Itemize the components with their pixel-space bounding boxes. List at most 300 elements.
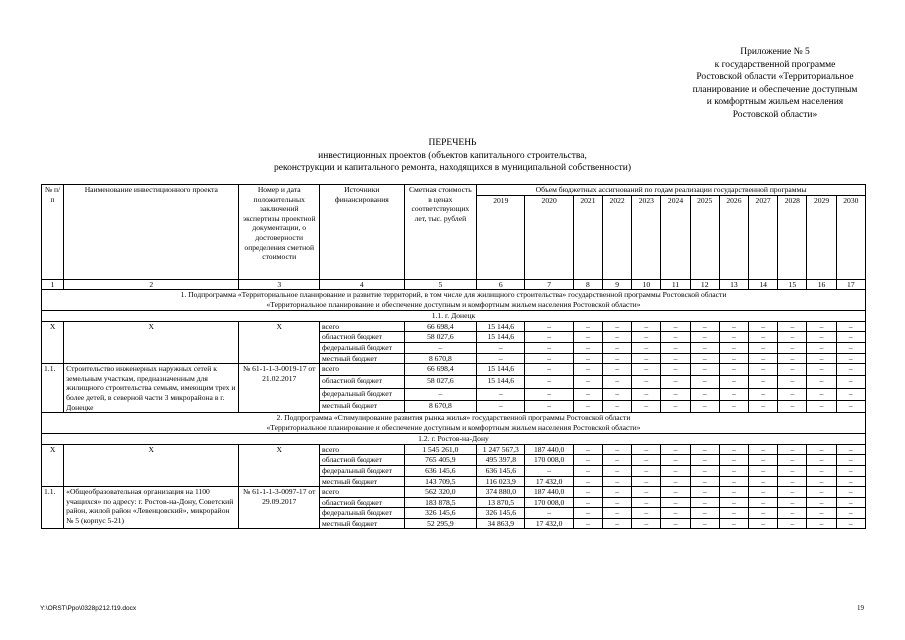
- cell-dash: –: [778, 476, 807, 487]
- cell-cost: 58 027,6: [404, 332, 477, 343]
- cell-dash: –: [836, 376, 865, 388]
- cell-dash: –: [778, 508, 807, 519]
- cell-2019: 326 145,6: [477, 508, 525, 519]
- cell-dash: –: [632, 321, 661, 332]
- cell-dash: –: [573, 455, 602, 466]
- col-number: 17: [836, 279, 865, 290]
- col-number: 5: [404, 279, 477, 290]
- cell-dash: –: [661, 455, 690, 466]
- cell-2020: 17 432,0: [525, 518, 573, 529]
- cell-num: 1.1.: [42, 487, 64, 529]
- cell-doc: Х: [239, 444, 320, 486]
- cell-dash: –: [603, 376, 632, 388]
- cell-dash: –: [749, 321, 778, 332]
- cell-2020: –: [525, 342, 573, 353]
- cell-num: Х: [42, 444, 64, 486]
- cell-dash: –: [778, 364, 807, 376]
- cell-dash: –: [749, 376, 778, 388]
- cell-2019: 374 880,0: [477, 487, 525, 498]
- cell-dash: –: [632, 455, 661, 466]
- cell-dash: –: [749, 518, 778, 529]
- section-title: [42, 413, 866, 434]
- cell-cost: –: [404, 342, 477, 353]
- cell-cost: 52 295,9: [404, 518, 477, 529]
- cell-dash: –: [807, 444, 836, 455]
- cell-source: местный бюджет: [320, 353, 405, 364]
- col-number: 12: [690, 279, 719, 290]
- cell-dash: –: [632, 487, 661, 498]
- cell-cost: 636 145,6: [404, 465, 477, 476]
- cell-2019: 495 397,8: [477, 455, 525, 466]
- table-row: [42, 321, 866, 332]
- cell-dash: –: [573, 518, 602, 529]
- cell-dash: –: [778, 487, 807, 498]
- cell-dash: –: [836, 342, 865, 353]
- cell-dash: –: [661, 508, 690, 519]
- cell-dash: –: [573, 376, 602, 388]
- cell-dash: –: [807, 321, 836, 332]
- cell-dash: –: [661, 332, 690, 343]
- years-group-header: Объем бюджетных ассигнований по годам реализации государственной программы: [477, 185, 866, 196]
- cell-dash: –: [573, 332, 602, 343]
- column-numbers-row: [42, 279, 866, 290]
- cell-dash: –: [719, 364, 748, 376]
- cell-dash: –: [836, 518, 865, 529]
- cell-source: областной бюджет: [320, 332, 405, 343]
- cell-dash: –: [807, 518, 836, 529]
- cell-dash: –: [807, 353, 836, 364]
- cell-dash: –: [661, 400, 690, 412]
- section-title-row: [42, 413, 866, 434]
- cell-source: областной бюджет: [320, 376, 405, 388]
- title-heading: ПЕРЕЧЕНЬ: [428, 138, 477, 148]
- cell-dash: –: [778, 400, 807, 412]
- header-row: [42, 185, 866, 196]
- cell-dash: –: [690, 487, 719, 498]
- appendix-line: Ростовской области»: [732, 109, 818, 120]
- cell-doc: № 61-1-1-3-0019-17 от 21.02.2017: [239, 364, 320, 413]
- cell-source: местный бюджет: [320, 476, 405, 487]
- col-cost-header: Сметная стоимость в ценах соответствующих лет, тыс. рублей: [404, 185, 477, 280]
- cell-dash: –: [632, 332, 661, 343]
- cell-source: областной бюджет: [320, 455, 405, 466]
- col-number: 4: [320, 279, 405, 290]
- cell-cost: 1 545 261,0: [404, 444, 477, 455]
- cell-dash: –: [603, 518, 632, 529]
- cell-cost: 66 698,4: [404, 321, 477, 332]
- cell-dash: –: [749, 353, 778, 364]
- cell-dash: –: [836, 465, 865, 476]
- cell-dash: –: [603, 321, 632, 332]
- cell-dash: –: [632, 376, 661, 388]
- year-header: 2026: [719, 195, 748, 279]
- cell-dash: –: [749, 476, 778, 487]
- cell-dash: –: [690, 400, 719, 412]
- cell-dash: –: [807, 497, 836, 508]
- cell-dash: –: [836, 321, 865, 332]
- cell-dash: –: [661, 465, 690, 476]
- cell-dash: –: [778, 497, 807, 508]
- cell-dash: –: [719, 465, 748, 476]
- cell-source: областной бюджет: [320, 497, 405, 508]
- cell-2020: 170 008,0: [525, 455, 573, 466]
- cell-dash: –: [719, 444, 748, 455]
- appendix-line: к государственной программе: [714, 59, 836, 70]
- file-path: Y:\ORST\Ppo\0328p212.f19.docx: [40, 605, 137, 612]
- cell-dash: –: [719, 508, 748, 519]
- cell-2019: 15 144,6: [477, 376, 525, 388]
- cell-dash: –: [719, 332, 748, 343]
- cell-2020: –: [525, 388, 573, 400]
- cell-dash: –: [749, 508, 778, 519]
- cell-dash: –: [690, 508, 719, 519]
- cell-dash: –: [603, 364, 632, 376]
- cell-dash: –: [603, 332, 632, 343]
- cell-dash: –: [573, 508, 602, 519]
- cell-source: всего: [320, 364, 405, 376]
- cell-dash: –: [632, 497, 661, 508]
- cell-dash: –: [719, 518, 748, 529]
- cell-dash: –: [749, 342, 778, 353]
- cell-source: федеральный бюджет: [320, 342, 405, 353]
- cell-source: федеральный бюджет: [320, 508, 405, 519]
- section-title-line: «Территориальное планирование и обеспечение доступным и комфортным жильем населения Ростовской области»: [266, 423, 641, 433]
- subsection-row: [42, 311, 866, 322]
- cell-source: всего: [320, 321, 405, 332]
- cell-dash: –: [690, 476, 719, 487]
- cell-dash: –: [719, 321, 748, 332]
- cell-dash: –: [807, 455, 836, 466]
- col-number: 14: [749, 279, 778, 290]
- col-number: 7: [525, 279, 573, 290]
- cell-dash: –: [836, 444, 865, 455]
- cell-dash: –: [690, 332, 719, 343]
- cell-dash: –: [690, 321, 719, 332]
- year-header: 2021: [573, 195, 602, 279]
- col-num-header: № п/п: [42, 185, 64, 280]
- cell-dash: –: [603, 476, 632, 487]
- cell-dash: –: [836, 476, 865, 487]
- cell-dash: –: [690, 364, 719, 376]
- cell-dash: –: [807, 332, 836, 343]
- cell-dash: –: [778, 353, 807, 364]
- page-number: 19: [857, 604, 864, 612]
- cell-dash: –: [778, 444, 807, 455]
- col-name-header: Наименование инвестиционного проекта: [64, 185, 239, 280]
- cell-dash: –: [690, 444, 719, 455]
- cell-dash: –: [778, 455, 807, 466]
- year-header: 2022: [603, 195, 632, 279]
- cell-dash: –: [632, 444, 661, 455]
- cell-2019: 636 145,6: [477, 465, 525, 476]
- cell-dash: –: [807, 476, 836, 487]
- cell-dash: –: [690, 497, 719, 508]
- cell-dash: –: [778, 376, 807, 388]
- cell-num: Х: [42, 321, 64, 363]
- cell-dash: –: [632, 342, 661, 353]
- cell-source: местный бюджет: [320, 400, 405, 412]
- cell-dash: –: [661, 342, 690, 353]
- cell-cost: 66 698,4: [404, 364, 477, 376]
- cell-dash: –: [690, 376, 719, 388]
- cell-cost: 562 320,0: [404, 487, 477, 498]
- cell-2020: 170 008,0: [525, 497, 573, 508]
- col-number: 9: [603, 279, 632, 290]
- cell-dash: –: [690, 388, 719, 400]
- cell-dash: –: [719, 342, 748, 353]
- col-number: 8: [573, 279, 602, 290]
- cell-dash: –: [719, 388, 748, 400]
- table-row: [42, 487, 866, 498]
- year-header: 2028: [778, 195, 807, 279]
- cell-dash: –: [778, 388, 807, 400]
- cell-2019: –: [477, 342, 525, 353]
- cell-dash: –: [719, 376, 748, 388]
- cell-dash: –: [719, 455, 748, 466]
- cell-dash: –: [603, 455, 632, 466]
- cell-dash: –: [603, 508, 632, 519]
- year-header: 2024: [661, 195, 690, 279]
- cell-dash: –: [836, 364, 865, 376]
- cell-dash: –: [573, 487, 602, 498]
- subsection-row: [42, 434, 866, 445]
- year-header: 2020: [525, 195, 573, 279]
- cell-dash: –: [719, 353, 748, 364]
- cell-dash: –: [632, 400, 661, 412]
- cell-dash: –: [573, 388, 602, 400]
- cell-project-name: Х: [64, 444, 239, 486]
- col-number: 6: [477, 279, 525, 290]
- cell-dash: –: [807, 388, 836, 400]
- cell-2019: 1 247 567,3: [477, 444, 525, 455]
- cell-dash: –: [690, 465, 719, 476]
- section-title-line: 1. Подпрограмма «Территориальное планирование и развитие территорий, в том числе для жилищного строительства» государственной программы Ростовской области: [180, 290, 727, 300]
- cell-cost: 326 145,6: [404, 508, 477, 519]
- cell-dash: –: [573, 444, 602, 455]
- cell-2019: 116 023,9: [477, 476, 525, 487]
- cell-dash: –: [807, 508, 836, 519]
- col-doc-header: Номер и дата положительных заключений экспертизы проектной документации, о достоверности определения сметной стоимости: [239, 185, 320, 280]
- cell-2020: 187 440,0: [525, 444, 573, 455]
- cell-2019: –: [477, 388, 525, 400]
- cell-2020: –: [525, 400, 573, 412]
- cell-dash: –: [573, 353, 602, 364]
- cell-2019: 13 870,5: [477, 497, 525, 508]
- cell-dash: –: [749, 388, 778, 400]
- section-title-line: 2. Подпрограмма «Стимулирование развития рынка жилья» государственной программы Ростовской области: [276, 413, 631, 423]
- appendix-line: планирование и обеспечение доступным: [692, 84, 858, 95]
- cell-2019: –: [477, 353, 525, 364]
- cell-dash: –: [836, 497, 865, 508]
- cell-cost: 765 405,9: [404, 455, 477, 466]
- cell-dash: –: [632, 388, 661, 400]
- cell-dash: –: [573, 342, 602, 353]
- cell-dash: –: [661, 321, 690, 332]
- cell-cost: 8 670,8: [404, 353, 477, 364]
- cell-dash: –: [836, 455, 865, 466]
- cell-dash: –: [836, 353, 865, 364]
- cell-dash: –: [749, 487, 778, 498]
- cell-dash: –: [573, 321, 602, 332]
- cell-source: федеральный бюджет: [320, 388, 405, 400]
- subsection-title: 1.2. г. Ростов-на-Дону: [42, 434, 866, 445]
- cell-dash: –: [749, 400, 778, 412]
- cell-2020: –: [525, 321, 573, 332]
- cell-dash: –: [632, 353, 661, 364]
- cell-dash: –: [603, 487, 632, 498]
- col-sources-header: Источники финансирования: [320, 185, 405, 280]
- cell-cost: 143 709,5: [404, 476, 477, 487]
- section-title-line: «Территориальное планирование и обеспечение доступным и комфортным жильем населения Ростовской области»: [266, 300, 641, 310]
- cell-dash: –: [836, 487, 865, 498]
- cell-dash: –: [603, 342, 632, 353]
- cell-dash: –: [603, 497, 632, 508]
- cell-dash: –: [807, 342, 836, 353]
- cell-2020: –: [525, 364, 573, 376]
- cell-dash: –: [632, 364, 661, 376]
- cell-dash: –: [661, 487, 690, 498]
- cell-dash: –: [690, 353, 719, 364]
- subsection-title: 1.1. г. Донецк: [42, 311, 866, 322]
- cell-2020: 17 432,0: [525, 476, 573, 487]
- cell-2019: 15 144,6: [477, 332, 525, 343]
- cell-dash: –: [661, 476, 690, 487]
- year-header: 2030: [836, 195, 865, 279]
- cell-dash: –: [573, 476, 602, 487]
- cell-dash: –: [807, 487, 836, 498]
- cell-2019: 34 863,9: [477, 518, 525, 529]
- cell-dash: –: [632, 465, 661, 476]
- cell-num: 1.1.: [42, 364, 64, 413]
- col-number: 1: [42, 279, 64, 290]
- cell-dash: –: [719, 400, 748, 412]
- cell-dash: –: [749, 455, 778, 466]
- appendix-line: Ростовской области «Территориальное: [696, 72, 854, 82]
- cell-dash: –: [749, 465, 778, 476]
- section-title-row: [42, 290, 866, 311]
- cell-dash: –: [603, 353, 632, 364]
- cell-dash: –: [661, 444, 690, 455]
- col-number: 2: [64, 279, 239, 290]
- col-number: 13: [719, 279, 748, 290]
- appendix-line: и комфортным жильем населения: [706, 97, 844, 107]
- cell-dash: –: [603, 388, 632, 400]
- cell-project-name: Строительство инженерных наружных сетей к земельным участкам, предназначенным для жилищного строительства семьям, имеющим трех и более детей, в северной части 3 микрорайона в г. Донецке: [64, 364, 239, 413]
- cell-dash: –: [719, 487, 748, 498]
- year-header: 2027: [749, 195, 778, 279]
- cell-dash: –: [632, 518, 661, 529]
- cell-2019: 15 144,6: [477, 321, 525, 332]
- title-line: инвестиционных проектов (объектов капитального строительства,: [318, 150, 587, 161]
- cell-dash: –: [690, 455, 719, 466]
- cell-project-name: Х: [64, 321, 239, 363]
- cell-dash: –: [749, 364, 778, 376]
- cell-cost: –: [404, 388, 477, 400]
- col-number: 10: [632, 279, 661, 290]
- year-header: 2025: [690, 195, 719, 279]
- cell-2020: 187 440,0: [525, 487, 573, 498]
- cell-dash: –: [661, 364, 690, 376]
- cell-source: местный бюджет: [320, 518, 405, 529]
- title-line: реконструкции и капитального ремонта, находящихся в муниципальной собственности): [273, 163, 632, 173]
- cell-dash: –: [778, 465, 807, 476]
- cell-2019: 15 144,6: [477, 364, 525, 376]
- cell-2020: –: [525, 465, 573, 476]
- col-number: 16: [807, 279, 836, 290]
- cell-dash: –: [836, 400, 865, 412]
- cell-source: федеральный бюджет: [320, 465, 405, 476]
- cell-dash: –: [690, 518, 719, 529]
- table-row: [42, 364, 866, 376]
- cell-2020: –: [525, 332, 573, 343]
- cell-doc: № 61-1-1-3-0097-17 от 29.09.2017: [239, 487, 320, 529]
- cell-dash: –: [807, 364, 836, 376]
- cell-dash: –: [836, 388, 865, 400]
- cell-dash: –: [632, 508, 661, 519]
- cell-2020: –: [525, 508, 573, 519]
- year-header: 2029: [807, 195, 836, 279]
- cell-dash: –: [573, 364, 602, 376]
- cell-dash: –: [573, 465, 602, 476]
- appendix-header: [640, 46, 905, 121]
- cell-dash: –: [778, 518, 807, 529]
- cell-dash: –: [719, 476, 748, 487]
- cell-2019: –: [477, 400, 525, 412]
- cell-dash: –: [632, 476, 661, 487]
- cell-dash: –: [749, 444, 778, 455]
- cell-dash: –: [749, 497, 778, 508]
- cell-project-name: «Общеобразовательная организация на 1100 учащихся» по адресу: г. Ростов-на-Дону, Советский район, жилой район «Левенцовский», микрорайон № 5 (корпус 5-21): [64, 487, 239, 529]
- year-header: 2023: [632, 195, 661, 279]
- section-title: [42, 290, 866, 311]
- table-row: [42, 444, 866, 455]
- cell-2020: –: [525, 353, 573, 364]
- cell-source: всего: [320, 444, 405, 455]
- appendix-line: Приложение № 5: [740, 47, 810, 57]
- col-number: 11: [661, 279, 690, 290]
- cell-source: всего: [320, 487, 405, 498]
- year-header: 2019: [477, 195, 525, 279]
- cell-dash: –: [807, 400, 836, 412]
- cell-dash: –: [778, 321, 807, 332]
- cell-dash: –: [603, 444, 632, 455]
- cell-dash: –: [573, 400, 602, 412]
- cell-dash: –: [661, 497, 690, 508]
- cell-dash: –: [603, 400, 632, 412]
- cell-cost: 58 027,6: [404, 376, 477, 388]
- cell-dash: –: [661, 376, 690, 388]
- col-number: 15: [778, 279, 807, 290]
- cell-dash: –: [807, 465, 836, 476]
- cell-cost: 183 878,5: [404, 497, 477, 508]
- cell-dash: –: [661, 353, 690, 364]
- cell-doc: Х: [239, 321, 320, 363]
- cell-dash: –: [836, 332, 865, 343]
- cell-2020: –: [525, 376, 573, 388]
- col-number: 3: [239, 279, 320, 290]
- document-title: [0, 137, 905, 175]
- cell-dash: –: [719, 497, 748, 508]
- investment-projects-table: [41, 184, 866, 529]
- cell-dash: –: [603, 465, 632, 476]
- cell-dash: –: [749, 332, 778, 343]
- cell-dash: –: [661, 518, 690, 529]
- cell-dash: –: [836, 508, 865, 519]
- cell-dash: –: [807, 376, 836, 388]
- cell-dash: –: [661, 388, 690, 400]
- cell-dash: –: [778, 342, 807, 353]
- cell-dash: –: [573, 497, 602, 508]
